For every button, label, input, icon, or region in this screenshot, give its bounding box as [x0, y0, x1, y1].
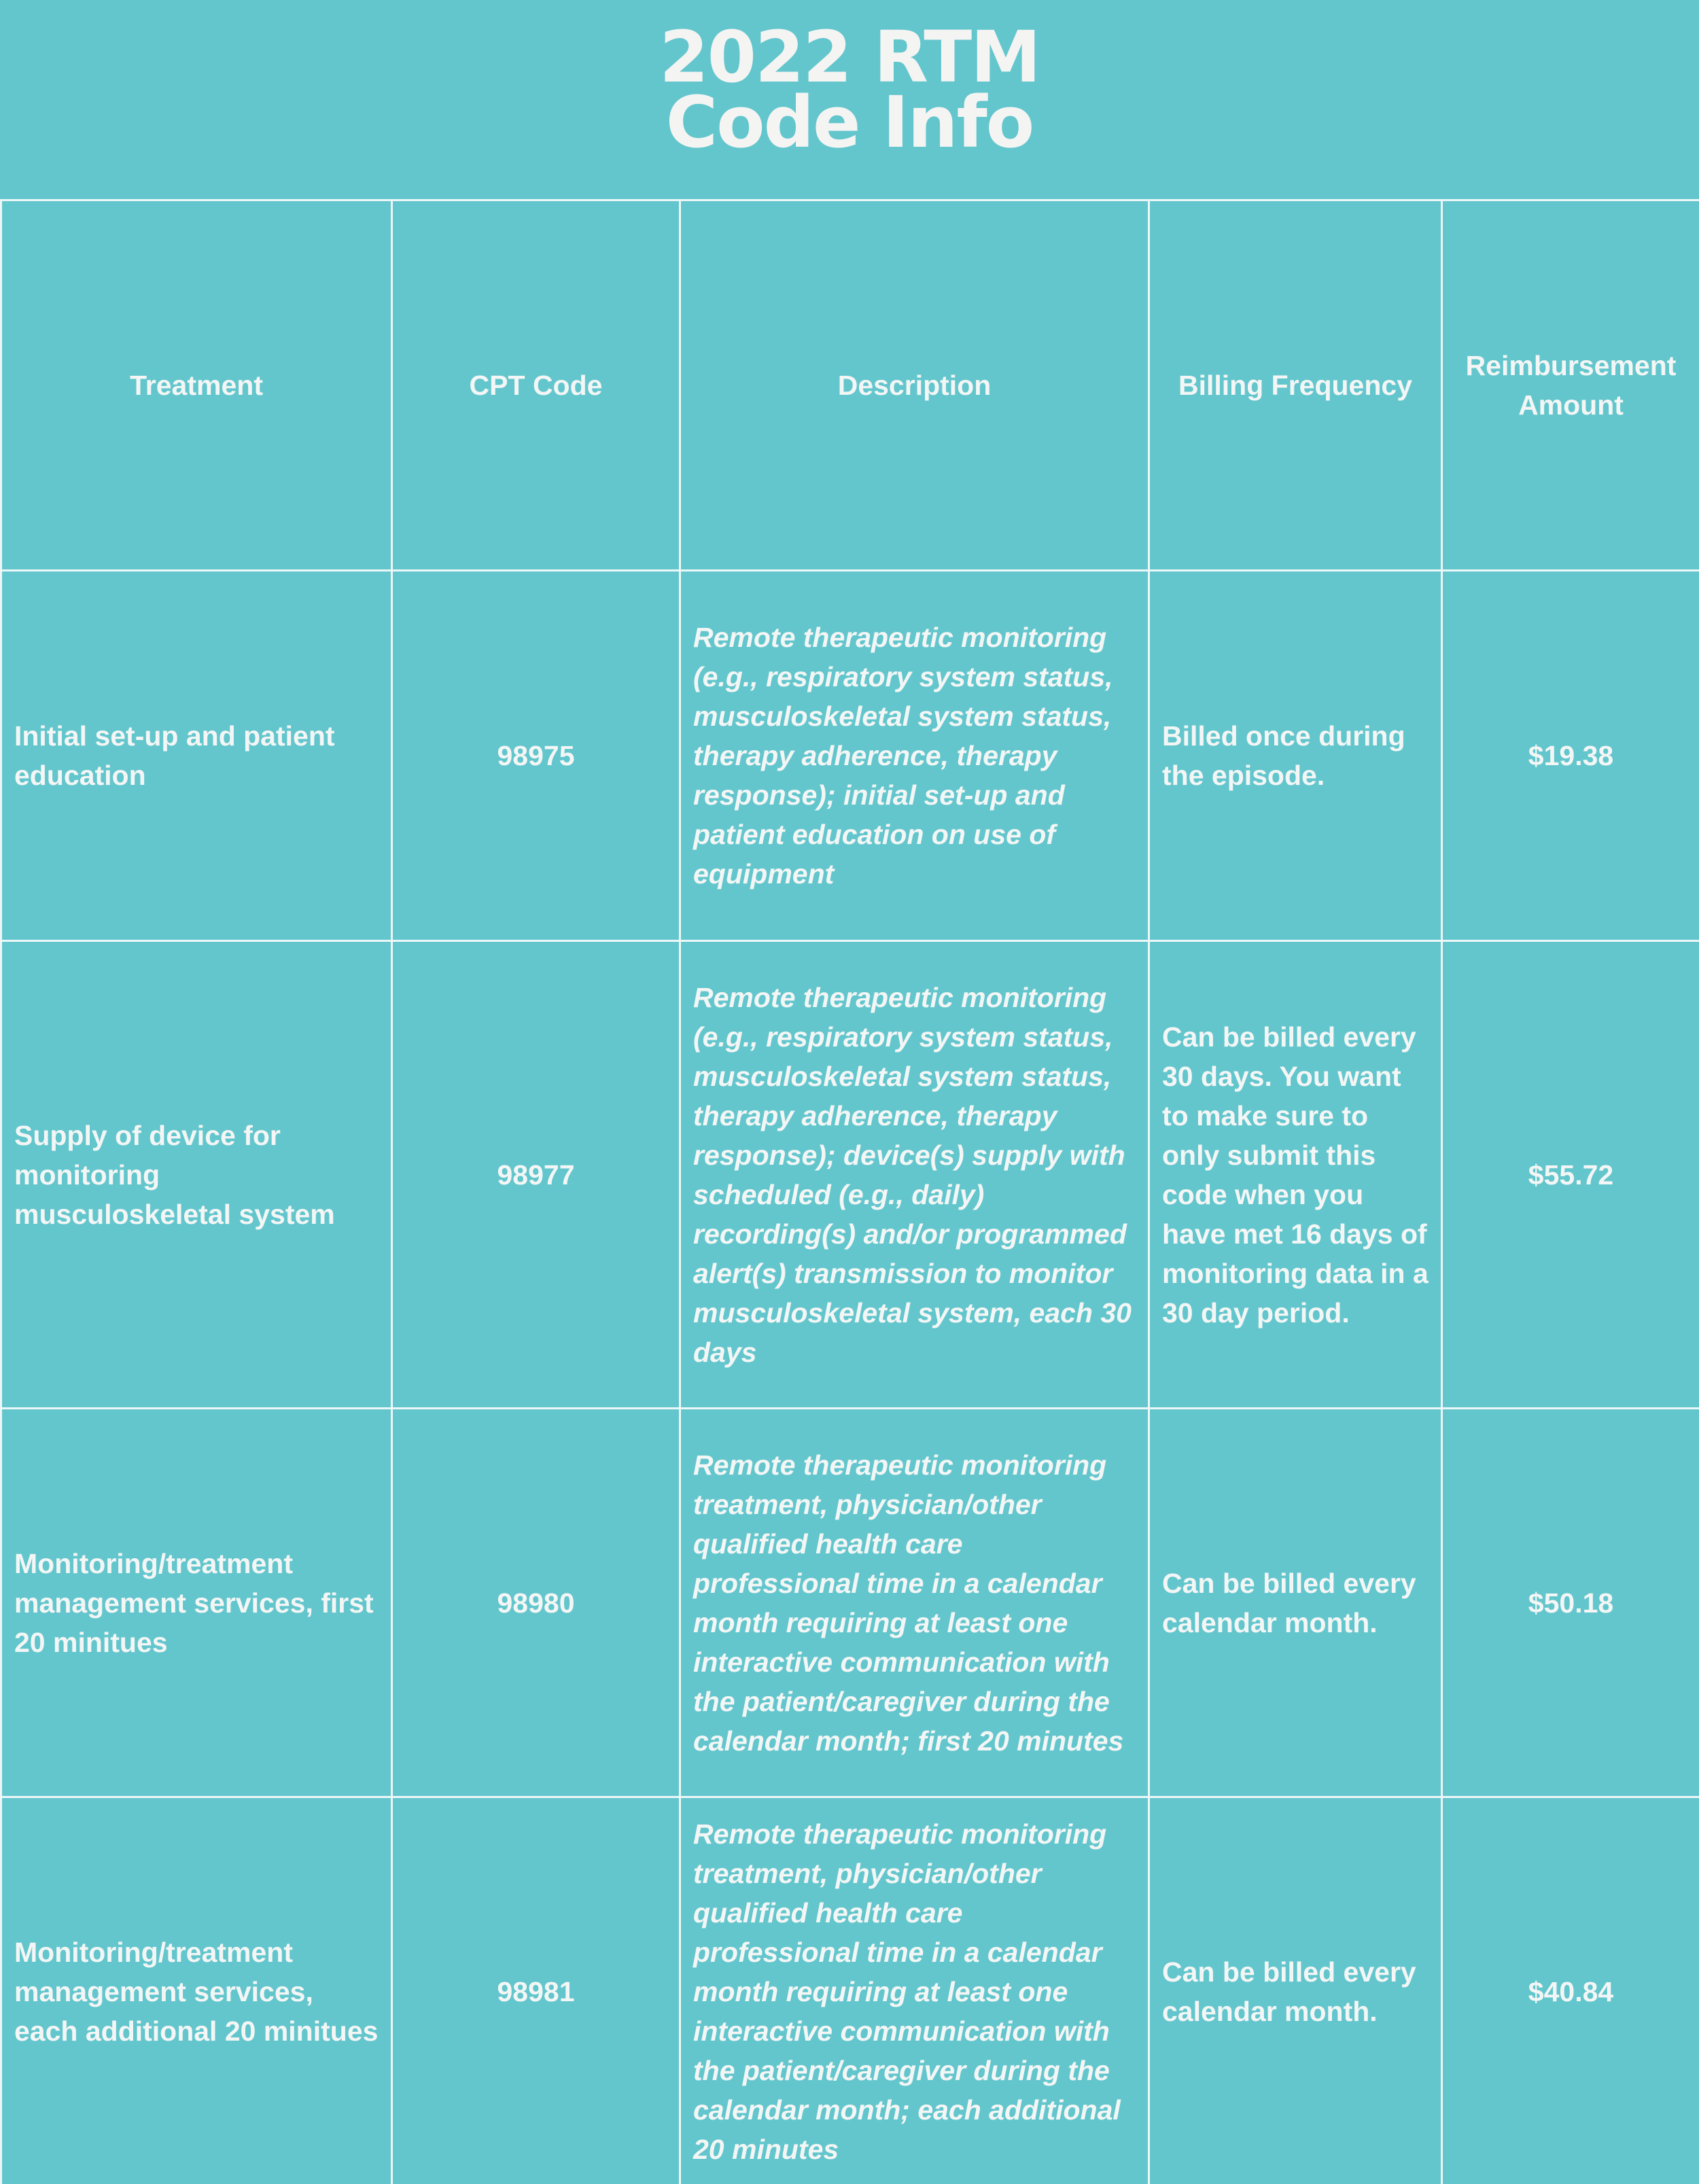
header-cpt-code: CPT Code: [392, 200, 680, 571]
cell-description: Remote therapeutic monitoring treatment, physician/other qualified health care professional time in a calendar month requiring at least one interactive communication with the patient/caregiver during the calendar month; first 20 minutes: [680, 1409, 1149, 1797]
header-treatment: Treatment: [1, 200, 392, 571]
cell-description: Remote therapeutic monitoring (e.g., respiratory system status, musculoskeletal system status, therapy adherence, therapy response); device(s) supply with scheduled (e.g., daily) recording(s) and/or programmed alert(s) transmission to monitor musculoskeletal system, each 30 days: [680, 941, 1149, 1409]
page-title: [0, 16, 1699, 164]
cell-treatment: Monitoring/treatment management services, each additional 20 minitues: [1, 1797, 392, 2184]
cell-treatment: Initial set-up and patient education: [1, 571, 392, 941]
table-row: [1, 941, 1699, 1409]
page-title-line-2: Code Info: [665, 81, 1034, 164]
cell-description: Remote therapeutic monitoring treatment, physician/other qualified health care professional time in a calendar month requiring at least one interactive communication with the patient/caregiver during the calendar month; each additional 20 minutes: [680, 1797, 1149, 2184]
page-title-line-1: 2022 RTM: [659, 16, 1040, 99]
cell-reimbursement: $50.18: [1442, 1409, 1699, 1797]
cell-treatment: Supply of device for monitoring musculoskeletal system: [1, 941, 392, 1409]
cell-reimbursement: $40.84: [1442, 1797, 1699, 2184]
cell-cpt-code: 98977: [392, 941, 680, 1409]
table-row: [1, 571, 1699, 941]
cell-billing-frequency: Billed once during the episode.: [1149, 571, 1442, 941]
table-header-row: [1, 200, 1699, 571]
table-row: [1, 1409, 1699, 1797]
cell-billing-frequency: Can be billed every 30 days. You want to make sure to only submit this code when you have met 16 days of monitoring data in a 30 day period.: [1149, 941, 1442, 1409]
cell-billing-frequency: Can be billed every calendar month.: [1149, 1409, 1442, 1797]
table-row: [1, 1797, 1699, 2184]
header-description: Description: [680, 200, 1149, 571]
cell-description: Remote therapeutic monitoring (e.g., respiratory system status, musculoskeletal system status, therapy adherence, therapy response); initial set-up and patient education on use of equipment: [680, 571, 1149, 941]
header-billing-frequency: Billing Frequency: [1149, 200, 1442, 571]
cell-cpt-code: 98981: [392, 1797, 680, 2184]
header-reimbursement-amount: Reimbursement Amount: [1442, 200, 1699, 571]
cell-billing-frequency: Can be billed every calendar month.: [1149, 1797, 1442, 2184]
cell-reimbursement: $19.38: [1442, 571, 1699, 941]
cell-cpt-code: 98980: [392, 1409, 680, 1797]
cell-treatment: Monitoring/treatment management services, first 20 minitues: [1, 1409, 392, 1797]
rtm-code-table: [0, 199, 1699, 2184]
cell-reimbursement: $55.72: [1442, 941, 1699, 1409]
cell-cpt-code: 98975: [392, 571, 680, 941]
